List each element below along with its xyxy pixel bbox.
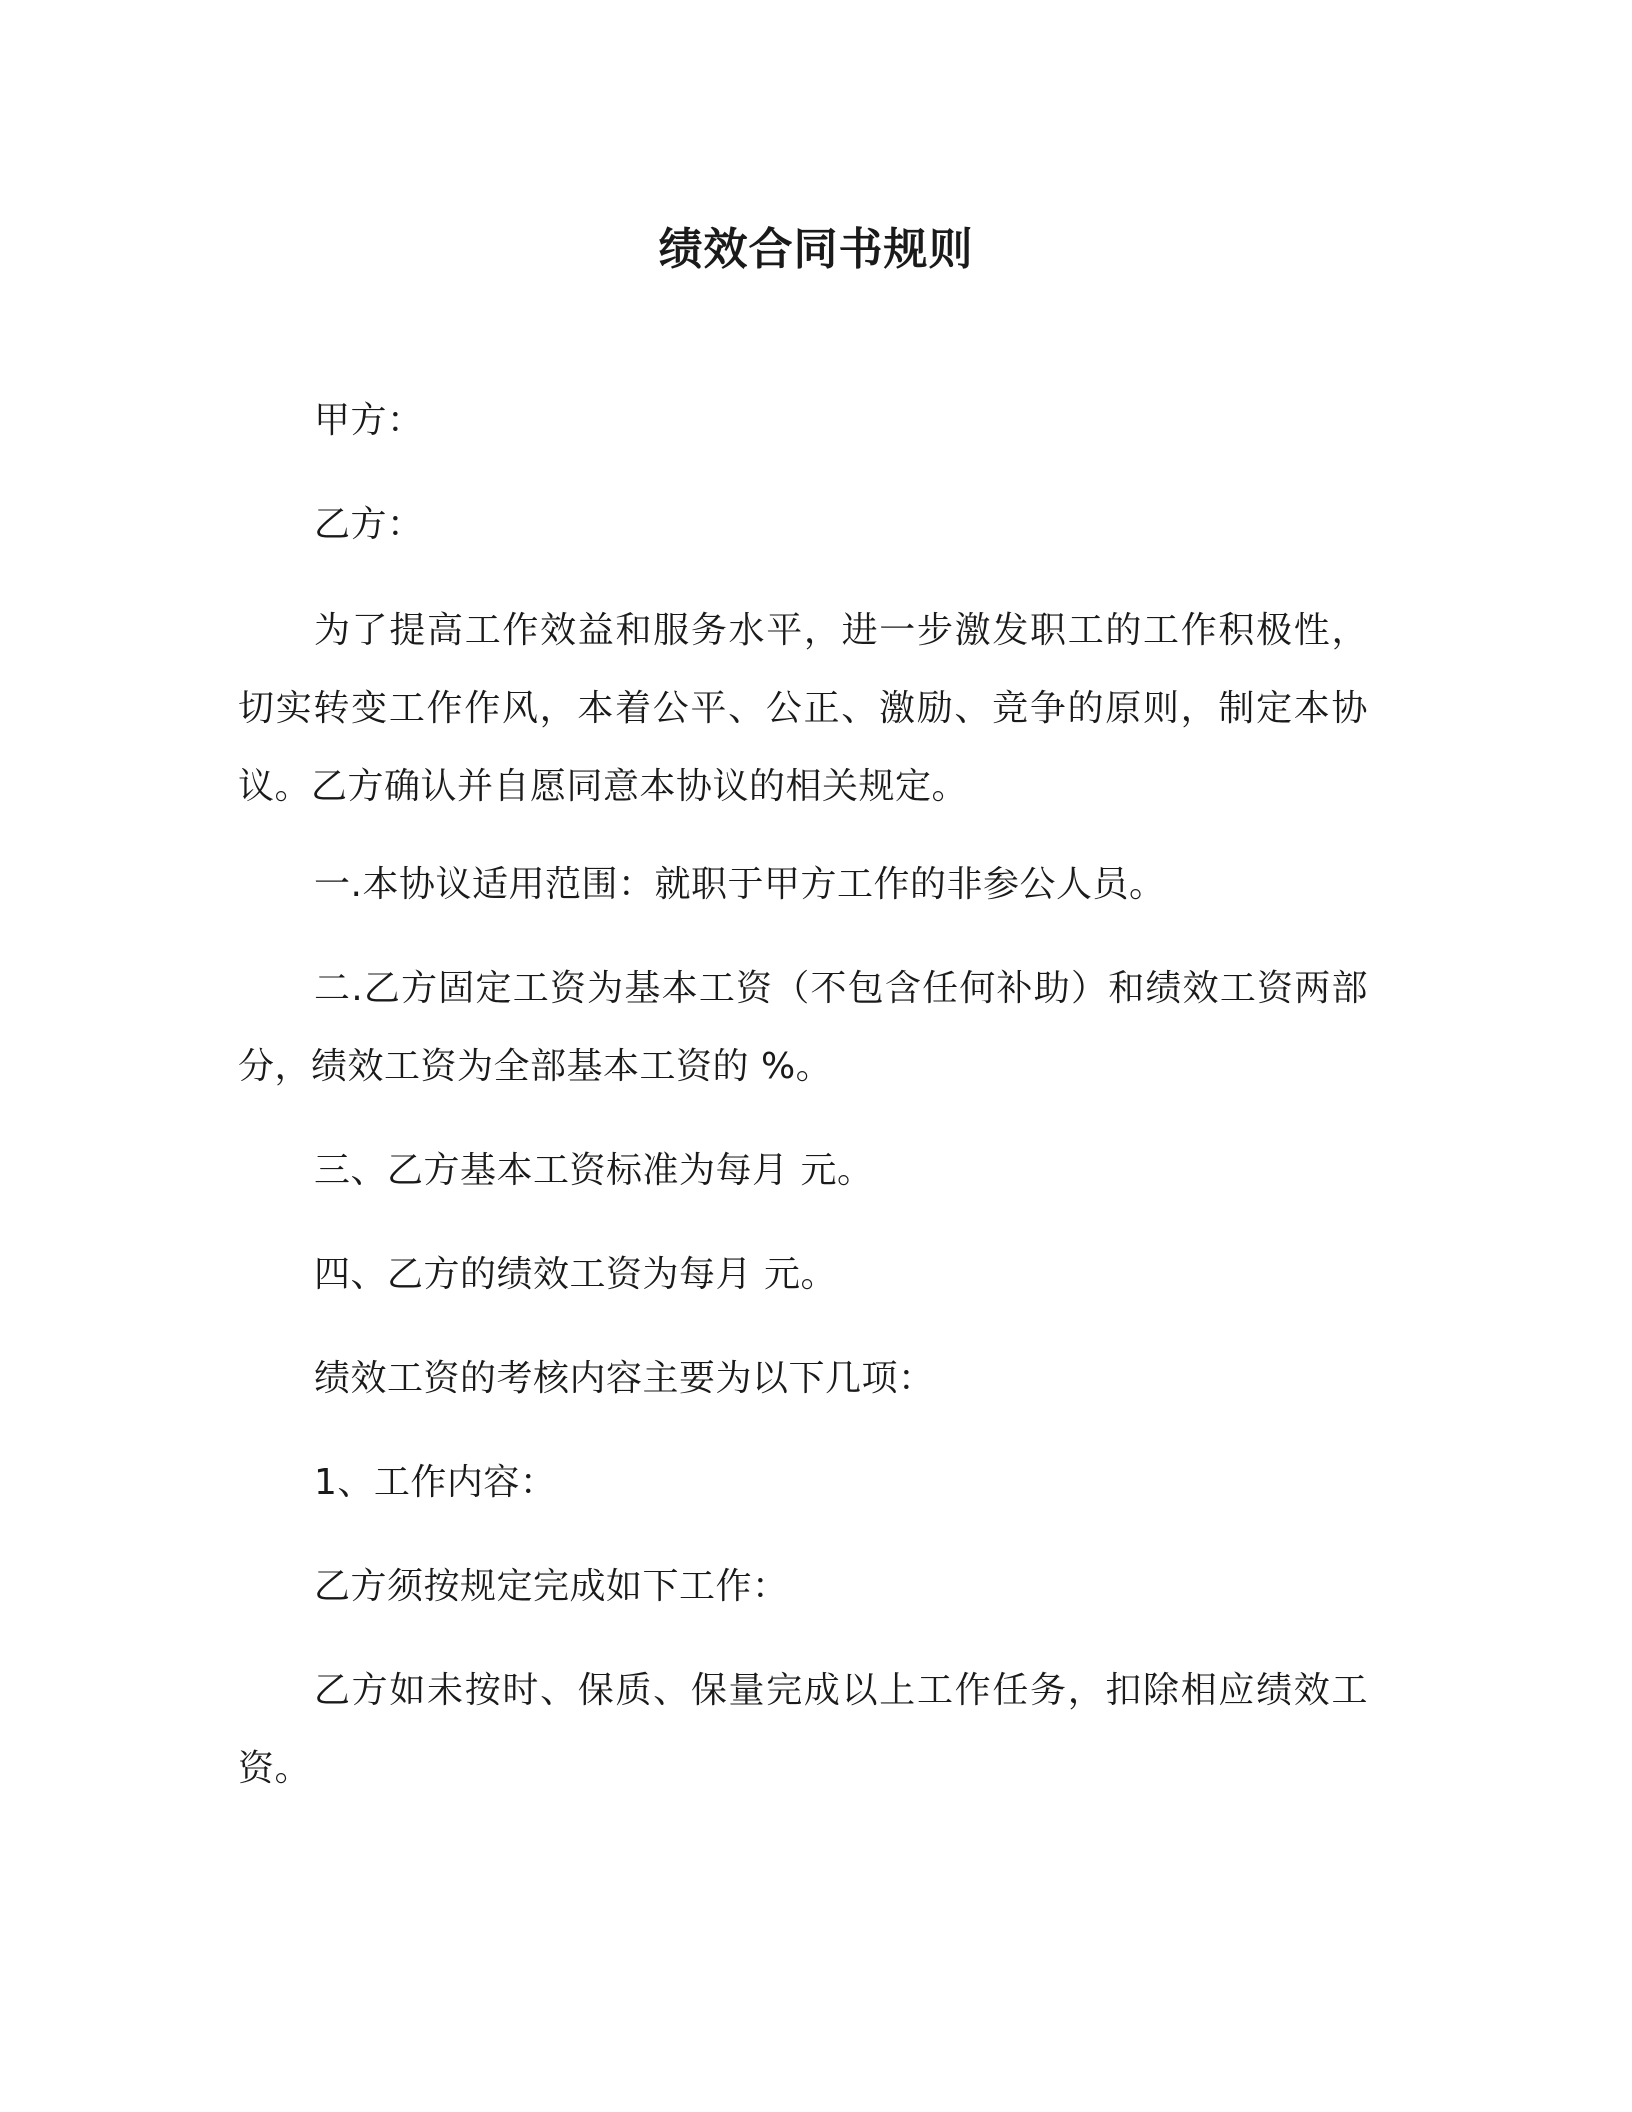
party-a-line: 甲方： — [314, 400, 424, 441]
preamble-paragraph: 为了提高工作效益和服务水平，进一步激发职工的工作积极性，切实转变工作作风，本着公平、公正、激励、竞争的原则，制定本协议。乙方确认并自愿同意本协议的相关规定。 — [238, 610, 1368, 807]
item-1-work-content: 1、工作内容： — [314, 1462, 557, 1503]
work-requirements: 乙方须按规定完成如下工作： — [314, 1566, 789, 1607]
deduction-paragraph: 乙方如未按时、保质、保量完成以上工作任务，扣除相应绩效工资。 — [238, 1670, 1368, 1789]
document-title: 绩效合同书规则 — [658, 224, 974, 275]
clause-1-scope: 一.本协议适用范围：就职于甲方工作的非参公人员。 — [314, 864, 1166, 905]
party-b-line: 乙方： — [314, 504, 424, 545]
clause-3-base-salary: 三、乙方基本工资标准为每月 元。 — [314, 1150, 874, 1191]
clause-2-salary-structure: 二.乙方固定工资为基本工资（不包含任何补助）和绩效工资两部分，绩效工资为全部基本工资的 %。 — [238, 968, 1368, 1087]
clause-4-performance-salary: 四、乙方的绩效工资为每月 元。 — [314, 1254, 837, 1295]
assessment-intro: 绩效工资的考核内容主要为以下几项： — [314, 1358, 935, 1399]
